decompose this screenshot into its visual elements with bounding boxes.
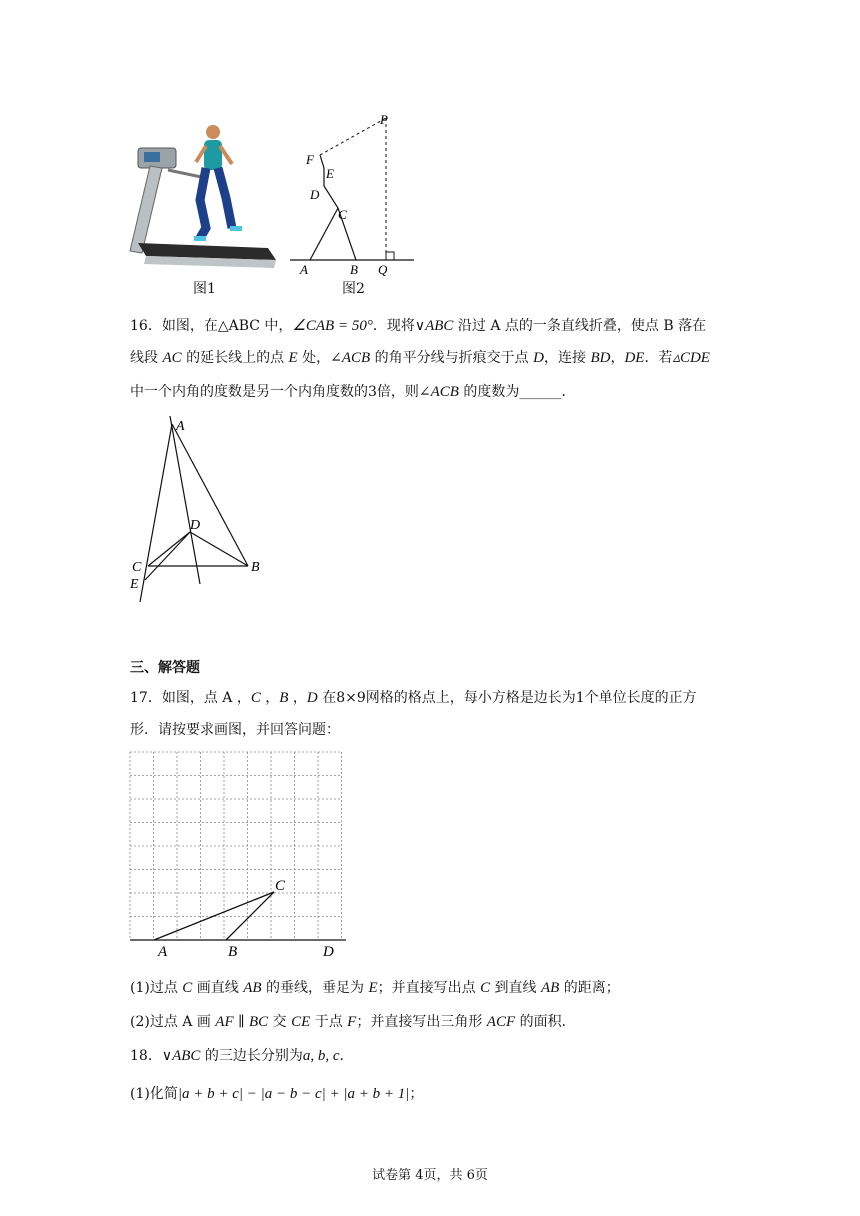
grid-label-B: B [228, 944, 238, 960]
grid-label-C: C [275, 878, 286, 894]
q16-label-B: B [251, 560, 260, 575]
q17-line2: 形．请按要求画图，并回答问题： [130, 722, 340, 738]
q16-line3: 中一个内角的度数是另一个内角度数的3倍，则∠ACB 的度数为______． [130, 384, 576, 400]
figure2-caption: 图2 [342, 281, 365, 297]
treadmill-figure [128, 118, 278, 273]
q16-label-E: E [130, 577, 139, 592]
figure1-caption: 图1 [193, 281, 216, 297]
q16-line1: 16．如图，在△ABC 中，∠CAB = 50°．现将∨ABC 沿过 A 点的一条直线折叠，使点 B 落在 [130, 318, 707, 334]
q16-label-C: C [132, 560, 142, 575]
q17-part2: (2)过点 A 画 AF ∥ BC 交 CE 于点 F；并直接写出三角形 ACF 的面积． [130, 1014, 576, 1030]
absolute-value-expression: |a + b + c| − |a − b − c| + |a + b + 1| [177, 1086, 410, 1102]
answer-blank: ______ [519, 384, 562, 400]
grid-label-A: A [158, 944, 168, 960]
label-Q: Q [378, 262, 388, 277]
grid-label-D: D [323, 944, 334, 960]
label-C: C [338, 207, 347, 222]
page-footer: 试卷第 4页，共 6页 [372, 1168, 488, 1183]
label-P: P [380, 112, 388, 127]
label-F: F [306, 152, 314, 167]
label-E: E [326, 166, 334, 181]
q18-line1: 18．∨ABC 的三边长分别为a, b, c． [130, 1048, 354, 1064]
q17-grid-figure [128, 750, 348, 966]
q17-line1: 17．如图，点 A ，C ，B ，D 在8×9网格的格点上，每小方格是边长为1个单位长度的正方 [130, 690, 697, 706]
figure2-geometry [290, 108, 420, 280]
label-B: B [350, 262, 358, 277]
q16-line2: 线段 AC 的延长线上的点 E 处，∠ACB 的角平分线与折痕交于点 D，连接 BD，DE．若▵CDE [130, 350, 710, 366]
q18-part1: (1)化简|a + b + c| − |a − b − c| + |a + b + 1|； [130, 1086, 424, 1102]
q16-label-A: A [176, 419, 185, 434]
q16-label-D: D [190, 518, 201, 533]
q16-triangle-figure [128, 410, 278, 610]
label-A: A [300, 262, 308, 277]
label-D: D [310, 187, 320, 202]
q17-part1: (1)过点 C 画直线 AB 的垂线，垂足为 E；并直接写出点 C 到直线 AB 的距离； [130, 980, 620, 996]
section-title: 三、解答题 [130, 660, 200, 676]
